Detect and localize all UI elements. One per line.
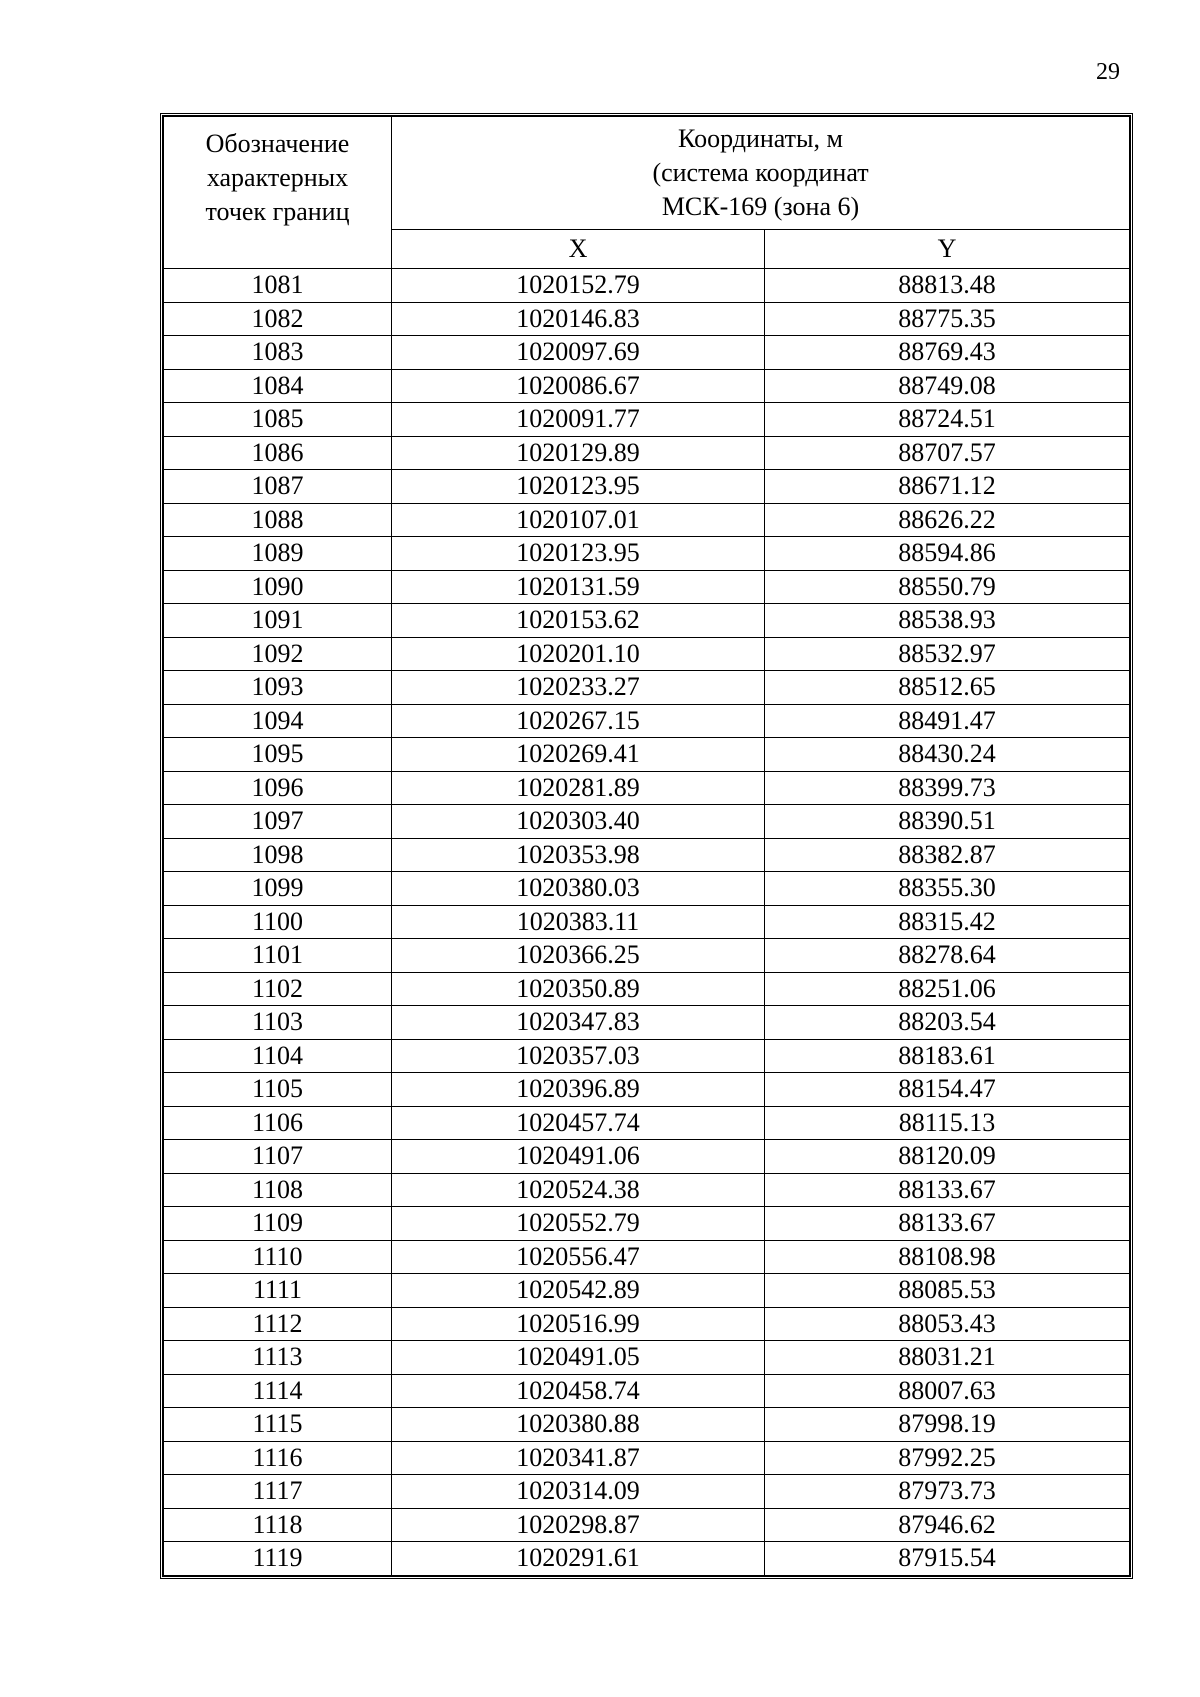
table-row bbox=[164, 336, 1130, 370]
table-row bbox=[164, 1106, 1130, 1140]
point-cell: 1110 bbox=[164, 1240, 392, 1274]
y-cell: 88769.43 bbox=[765, 336, 1130, 370]
y-cell: 88154.47 bbox=[765, 1073, 1130, 1107]
table-row bbox=[164, 1274, 1130, 1308]
table-row bbox=[164, 1140, 1130, 1174]
points-header-line: точек границ bbox=[205, 197, 350, 226]
y-cell: 88749.08 bbox=[765, 369, 1130, 403]
point-cell: 1094 bbox=[164, 704, 392, 738]
y-cell: 88115.13 bbox=[765, 1106, 1130, 1140]
table-row bbox=[164, 1073, 1130, 1107]
table-row bbox=[164, 1508, 1130, 1542]
table-row bbox=[164, 1408, 1130, 1442]
y-cell: 88183.61 bbox=[765, 1039, 1130, 1073]
y-cell: 88251.06 bbox=[765, 972, 1130, 1006]
point-cell: 1098 bbox=[164, 838, 392, 872]
table-row bbox=[164, 872, 1130, 906]
table-row bbox=[164, 1341, 1130, 1375]
point-cell: 1092 bbox=[164, 637, 392, 671]
table-row bbox=[164, 1542, 1130, 1576]
x-cell: 1020269.41 bbox=[392, 738, 765, 772]
x-cell: 1020153.62 bbox=[392, 604, 765, 638]
coords-header-line: Координаты, м bbox=[678, 124, 843, 153]
point-cell: 1108 bbox=[164, 1173, 392, 1207]
x-cell: 1020281.89 bbox=[392, 771, 765, 805]
point-cell: 1099 bbox=[164, 872, 392, 906]
point-cell: 1093 bbox=[164, 671, 392, 705]
x-cell: 1020458.74 bbox=[392, 1374, 765, 1408]
table-row bbox=[164, 671, 1130, 705]
y-cell: 88430.24 bbox=[765, 738, 1130, 772]
y-cell: 88053.43 bbox=[765, 1307, 1130, 1341]
y-cell: 88399.73 bbox=[765, 771, 1130, 805]
point-cell: 1101 bbox=[164, 939, 392, 973]
point-cell: 1119 bbox=[164, 1542, 392, 1576]
coordinates-table-body bbox=[164, 269, 1130, 1576]
y-cell: 88512.65 bbox=[765, 671, 1130, 705]
point-cell: 1096 bbox=[164, 771, 392, 805]
y-cell: 88775.35 bbox=[765, 302, 1130, 336]
point-cell: 1102 bbox=[164, 972, 392, 1006]
table-row bbox=[164, 604, 1130, 638]
y-cell: 87973.73 bbox=[765, 1475, 1130, 1509]
point-cell: 1081 bbox=[164, 269, 392, 303]
table-row bbox=[164, 637, 1130, 671]
x-cell: 1020491.05 bbox=[392, 1341, 765, 1375]
x-cell: 1020380.03 bbox=[392, 872, 765, 906]
point-cell: 1103 bbox=[164, 1006, 392, 1040]
point-cell: 1086 bbox=[164, 436, 392, 470]
x-cell: 1020086.67 bbox=[392, 369, 765, 403]
y-cell: 88724.51 bbox=[765, 403, 1130, 437]
y-cell: 87946.62 bbox=[765, 1508, 1130, 1542]
x-cell: 1020303.40 bbox=[392, 805, 765, 839]
y-cell: 87998.19 bbox=[765, 1408, 1130, 1442]
x-cell: 1020542.89 bbox=[392, 1274, 765, 1308]
y-cell: 88315.42 bbox=[765, 905, 1130, 939]
table-row bbox=[164, 269, 1130, 303]
table-row bbox=[164, 470, 1130, 504]
x-cell: 1020152.79 bbox=[392, 269, 765, 303]
point-cell: 1097 bbox=[164, 805, 392, 839]
point-cell: 1105 bbox=[164, 1073, 392, 1107]
point-cell: 1084 bbox=[164, 369, 392, 403]
x-cell: 1020366.25 bbox=[392, 939, 765, 973]
table-row bbox=[164, 805, 1130, 839]
x-cell: 1020350.89 bbox=[392, 972, 765, 1006]
points-header-line: характерных bbox=[206, 163, 349, 192]
page-number: 29 bbox=[1096, 59, 1120, 85]
point-cell: 1114 bbox=[164, 1374, 392, 1408]
y-cell: 88390.51 bbox=[765, 805, 1130, 839]
x-cell: 1020516.99 bbox=[392, 1307, 765, 1341]
point-cell: 1087 bbox=[164, 470, 392, 504]
point-cell: 1085 bbox=[164, 403, 392, 437]
x-cell: 1020233.27 bbox=[392, 671, 765, 705]
y-cell: 88671.12 bbox=[765, 470, 1130, 504]
point-cell: 1116 bbox=[164, 1441, 392, 1475]
x-column-header: X bbox=[392, 230, 765, 269]
point-cell: 1088 bbox=[164, 503, 392, 537]
y-cell: 88382.87 bbox=[765, 838, 1130, 872]
table-row bbox=[164, 503, 1130, 537]
y-cell: 88626.22 bbox=[765, 503, 1130, 537]
coordinates-table-frame bbox=[160, 113, 1133, 1579]
coords-header-line: (система координат bbox=[652, 158, 869, 187]
x-cell: 1020146.83 bbox=[392, 302, 765, 336]
table-row bbox=[164, 838, 1130, 872]
table-row bbox=[164, 738, 1130, 772]
x-cell: 1020524.38 bbox=[392, 1173, 765, 1207]
table-row bbox=[164, 1441, 1130, 1475]
x-cell: 1020123.95 bbox=[392, 537, 765, 571]
y-cell: 88538.93 bbox=[765, 604, 1130, 638]
y-cell: 88108.98 bbox=[765, 1240, 1130, 1274]
x-cell: 1020201.10 bbox=[392, 637, 765, 671]
table-row bbox=[164, 1374, 1130, 1408]
point-cell: 1100 bbox=[164, 905, 392, 939]
point-cell: 1112 bbox=[164, 1307, 392, 1341]
table-row bbox=[164, 1006, 1130, 1040]
x-cell: 1020341.87 bbox=[392, 1441, 765, 1475]
x-cell: 1020131.59 bbox=[392, 570, 765, 604]
point-cell: 1106 bbox=[164, 1106, 392, 1140]
point-cell: 1109 bbox=[164, 1207, 392, 1241]
y-cell: 88355.30 bbox=[765, 872, 1130, 906]
x-cell: 1020556.47 bbox=[392, 1240, 765, 1274]
table-row bbox=[164, 1207, 1130, 1241]
y-cell: 88550.79 bbox=[765, 570, 1130, 604]
table-row bbox=[164, 369, 1130, 403]
point-cell: 1090 bbox=[164, 570, 392, 604]
point-cell: 1083 bbox=[164, 336, 392, 370]
table-row bbox=[164, 771, 1130, 805]
y-cell: 88594.86 bbox=[765, 537, 1130, 571]
point-cell: 1115 bbox=[164, 1408, 392, 1442]
y-cell: 88031.21 bbox=[765, 1341, 1130, 1375]
point-cell: 1082 bbox=[164, 302, 392, 336]
x-cell: 1020552.79 bbox=[392, 1207, 765, 1241]
table-row bbox=[164, 570, 1130, 604]
table-row bbox=[164, 1475, 1130, 1509]
y-cell: 88007.63 bbox=[765, 1374, 1130, 1408]
point-cell: 1117 bbox=[164, 1475, 392, 1509]
x-cell: 1020107.01 bbox=[392, 503, 765, 537]
table-row bbox=[164, 302, 1130, 336]
point-cell: 1111 bbox=[164, 1274, 392, 1308]
x-cell: 1020380.88 bbox=[392, 1408, 765, 1442]
point-cell: 1104 bbox=[164, 1039, 392, 1073]
table-row bbox=[164, 972, 1130, 1006]
table-row bbox=[164, 905, 1130, 939]
point-cell: 1113 bbox=[164, 1341, 392, 1375]
y-cell: 88707.57 bbox=[765, 436, 1130, 470]
point-cell: 1095 bbox=[164, 738, 392, 772]
coords-header-line: МСК-169 (зона 6) bbox=[661, 192, 860, 221]
x-cell: 1020396.89 bbox=[392, 1073, 765, 1107]
y-cell: 88203.54 bbox=[765, 1006, 1130, 1040]
coordinates-table bbox=[163, 116, 1130, 1576]
x-cell: 1020491.06 bbox=[392, 1140, 765, 1174]
x-cell: 1020291.61 bbox=[392, 1542, 765, 1576]
table-row bbox=[164, 436, 1130, 470]
x-cell: 1020129.89 bbox=[392, 436, 765, 470]
y-cell: 88491.47 bbox=[765, 704, 1130, 738]
table-row bbox=[164, 403, 1130, 437]
table-row bbox=[164, 1173, 1130, 1207]
points-header-line: Обозначение bbox=[205, 129, 350, 158]
x-cell: 1020357.03 bbox=[392, 1039, 765, 1073]
x-cell: 1020457.74 bbox=[392, 1106, 765, 1140]
y-cell: 88813.48 bbox=[765, 269, 1130, 303]
point-cell: 1118 bbox=[164, 1508, 392, 1542]
y-cell: 88120.09 bbox=[765, 1140, 1130, 1174]
y-cell: 88133.67 bbox=[765, 1173, 1130, 1207]
point-cell: 1107 bbox=[164, 1140, 392, 1174]
table-row bbox=[164, 1039, 1130, 1073]
y-cell: 88133.67 bbox=[765, 1207, 1130, 1241]
x-cell: 1020267.15 bbox=[392, 704, 765, 738]
table-row bbox=[164, 1240, 1130, 1274]
y-cell: 87992.25 bbox=[765, 1441, 1130, 1475]
table-row bbox=[164, 704, 1130, 738]
coordinates-column-header bbox=[392, 117, 1130, 230]
y-cell: 88085.53 bbox=[765, 1274, 1130, 1308]
x-cell: 1020383.11 bbox=[392, 905, 765, 939]
table-row bbox=[164, 939, 1130, 973]
y-column-header: Y bbox=[765, 230, 1130, 269]
points-column-header bbox=[164, 117, 392, 269]
y-cell: 88532.97 bbox=[765, 637, 1130, 671]
x-cell: 1020314.09 bbox=[392, 1475, 765, 1509]
x-cell: 1020347.83 bbox=[392, 1006, 765, 1040]
x-cell: 1020353.98 bbox=[392, 838, 765, 872]
point-cell: 1089 bbox=[164, 537, 392, 571]
point-cell: 1091 bbox=[164, 604, 392, 638]
table-row bbox=[164, 1307, 1130, 1341]
table-row bbox=[164, 537, 1130, 571]
x-cell: 1020123.95 bbox=[392, 470, 765, 504]
x-cell: 1020097.69 bbox=[392, 336, 765, 370]
x-cell: 1020091.77 bbox=[392, 403, 765, 437]
x-cell: 1020298.87 bbox=[392, 1508, 765, 1542]
y-cell: 87915.54 bbox=[765, 1542, 1130, 1576]
y-cell: 88278.64 bbox=[765, 939, 1130, 973]
